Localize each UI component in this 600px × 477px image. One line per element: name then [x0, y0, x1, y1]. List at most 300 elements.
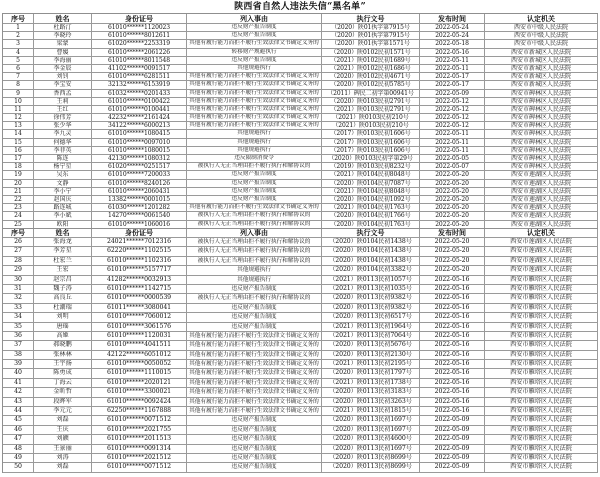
cell-org: 西安市雁塔区人民法院 [485, 323, 598, 332]
cell-reason: 被执行人无正当理由拒不履行执行和解协议的 [187, 163, 322, 171]
cell-doc: （2021）陕0104民初8048号 [322, 188, 420, 196]
cell-no: 2 [3, 32, 34, 40]
table-row [3, 285, 598, 294]
cell-doc: （2020）陕0113民初5676号 [322, 341, 420, 350]
cell-no: 23 [3, 204, 34, 212]
cell-org: 西安市雁塔区人民法院 [485, 313, 598, 322]
cell-name: 高良丘 [34, 294, 92, 303]
cell-doc: （2020）陕0113民初8699号 [322, 463, 420, 472]
cell-org: 西安市碑林区人民法院 [485, 155, 598, 163]
cell-doc: （2020）陕0113民初6517号 [322, 313, 420, 322]
table-row [3, 139, 598, 147]
table-row [3, 238, 598, 247]
cell-no: 45 [3, 416, 34, 425]
cell-reason: 其他有履行能力而拒不履行生效法律文书确定义务的 [187, 398, 322, 407]
table-header-row [3, 14, 598, 24]
cell-org: 西安市雁塔区人民法院 [485, 426, 598, 435]
cell-id: 24021******7012316 [92, 238, 187, 247]
cell-no: 3 [3, 40, 34, 48]
table-row [3, 332, 598, 341]
table-row [3, 445, 598, 454]
cell-date: 2022-05-12 [420, 114, 485, 122]
cell-id: 61010******1120031 [92, 332, 187, 341]
cell-id: 42122******6051012 [92, 351, 187, 360]
cell-doc: （2021）陕0103民初210号 [322, 122, 420, 130]
cell-id: 14270******0061540 [92, 212, 187, 220]
cell-id: 61010******0097010 [92, 139, 187, 147]
column-header-date: 发布时间 [420, 229, 485, 238]
cell-date: 2022-05-09 [420, 454, 485, 463]
cell-date: 2022-05-20 [420, 188, 485, 196]
cell-date: 2022-05-09 [420, 463, 485, 472]
cell-name: 王莉 [34, 98, 92, 106]
cell-name: 刘磊 [34, 463, 92, 472]
cell-doc: （2020）陕0102民初4671号 [322, 73, 420, 81]
cell-reason: 其他规避执行 [187, 65, 322, 73]
table-row [3, 454, 598, 463]
cell-reason: 违反财产报告制度 [187, 171, 322, 179]
table-row [3, 57, 598, 65]
cell-reason: 其他有履行能力而拒不履行生效法律文书确定义务的 [187, 360, 322, 369]
cell-org: 西安市莲湖区人民法院 [485, 247, 598, 256]
cell-no: 12 [3, 114, 34, 122]
cell-name: 曹媛 [34, 49, 92, 57]
cell-reason: 被执行人无正当理由拒不履行执行和解协议的 [187, 238, 322, 247]
cell-org: 西安市碑林区人民法院 [485, 122, 598, 130]
cell-no: 40 [3, 369, 34, 378]
cell-name: 何德华 [34, 139, 92, 147]
table-row [3, 341, 598, 350]
cell-name: 段晔军 [34, 398, 92, 407]
cell-doc: （2020）陕01执字第1571号 [322, 40, 420, 48]
cell-id: 62220******1102515 [92, 247, 187, 256]
cell-id: 61010******5157717 [92, 266, 187, 275]
cell-no: 9 [3, 90, 34, 98]
cell-doc: （2020）陕0104民初1438号 [322, 238, 420, 247]
cell-reason: 其他有履行能力而拒不履行生效法律文书确定义务的 [187, 369, 322, 378]
cell-id: 61010******4041511 [92, 341, 187, 350]
cell-id: 61010******0091314 [92, 445, 187, 454]
cell-reason: 其他有履行能力而拒不履行生效法律文书确定义务的 [187, 351, 322, 360]
cell-reason: 违反限制消费令 [187, 155, 322, 163]
cell-no: 7 [3, 73, 34, 81]
cell-date: 2022-05-16 [420, 49, 485, 57]
cell-doc: （2021）陕0113民初1815号 [322, 407, 420, 416]
cell-reason: 其他有履行能力而拒不履行生效法律文书确定义务的 [187, 407, 322, 416]
cell-org: 西安市中级人民法院 [485, 24, 598, 32]
cell-date: 2022-05-16 [420, 304, 485, 313]
table-row [3, 155, 598, 163]
cell-date: 2022-05-16 [420, 360, 485, 369]
cell-id: 61010******3300021 [92, 388, 187, 397]
column-header-id: 身份证号 [92, 229, 187, 238]
cell-date: 2022-05-12 [420, 122, 485, 130]
cell-org: 西安市碑林区人民法院 [485, 106, 598, 114]
cell-reason: 被执行人无正当理由拒不履行执行和解协议的 [187, 247, 322, 256]
cell-name: 王红 [34, 106, 92, 114]
cell-doc: （2020）陕0113民初1697号 [322, 445, 420, 454]
cell-date: 2022-05-20 [420, 212, 485, 220]
cell-no: 5 [3, 57, 34, 65]
table-row [3, 388, 598, 397]
table-row [3, 65, 598, 73]
cell-org: 西安市雁塔区人民法院 [485, 332, 598, 341]
cell-doc: （2020）陕01执字第7915号 [322, 24, 420, 32]
cell-reason: 转移财产规避执行 [187, 49, 322, 57]
cell-name: 梁蒙 [34, 40, 92, 48]
cell-doc: （2021）陕0113民初1738号 [322, 379, 420, 388]
cell-name: 路连城 [34, 204, 92, 212]
cell-id: 61020******0251517 [92, 163, 187, 171]
cell-name: 杨宁星 [34, 163, 92, 171]
cell-doc: （2011）碑民二初字第00941号 [322, 90, 420, 98]
cell-reason: 其他有履行能力而拒不履行生效法律文书确定义务的 [187, 388, 322, 397]
cell-reason: 其他有履行能力而拒不履行生效法律文书确定义务的 [187, 204, 322, 212]
cell-date: 2022-05-11 [420, 65, 485, 73]
cell-reason: 被执行人无正当理由拒不履行执行和解协议的 [187, 212, 322, 220]
cell-org: 西安市莲湖区人民法院 [485, 266, 598, 275]
cell-doc: （2020）陕0113民初3183号 [322, 388, 420, 397]
cell-no: 8 [3, 81, 34, 89]
cell-org: 西安市新城区人民法院 [485, 49, 598, 57]
cell-date: 2022-05-16 [420, 379, 485, 388]
cell-name: 王宇扬 [34, 360, 92, 369]
cell-name: 刘钊 [34, 73, 92, 81]
cell-doc: （2020）陕0113民初4600号 [322, 435, 420, 444]
cell-reason: 其他有履行能力而拒不履行生效法律文书确定义务的 [187, 40, 322, 48]
cell-doc: （2020）陕0113民初1697号 [322, 416, 420, 425]
cell-no: 31 [3, 285, 34, 294]
cell-date: 2022-05-09 [420, 416, 485, 425]
table-row [3, 90, 598, 98]
table-row [3, 304, 598, 313]
cell-reason: 违反财产报告制度 [187, 32, 322, 40]
cell-doc: （2017）陕0103民初1606号 [322, 139, 420, 147]
column-header-reason: 列入事由 [187, 14, 322, 24]
cell-name: 刘磊 [34, 416, 92, 425]
cell-no: 29 [3, 266, 34, 275]
cell-id: 61010******2021755 [92, 426, 187, 435]
cell-reason: 其他有履行能力而拒不履行生效法律文书确定义务的 [187, 90, 322, 98]
cell-id: 61010******0071512 [92, 416, 187, 425]
cell-org: 西安市莲湖区人民法院 [485, 188, 598, 196]
cell-no: 43 [3, 398, 34, 407]
cell-id: 61010******1110015 [92, 369, 187, 378]
cell-org: 西安市雁塔区人民法院 [485, 435, 598, 444]
cell-reason: 违反财产报告制度 [187, 180, 322, 188]
cell-no: 16 [3, 147, 34, 155]
cell-doc: （2021）陕0102民初1689号 [322, 57, 420, 65]
cell-date: 2022-05-16 [420, 313, 485, 322]
cell-reason: 违反财产报告制度 [187, 285, 322, 294]
cell-date: 2022-05-11 [420, 130, 485, 138]
table-row [3, 463, 598, 472]
cell-reason: 被执行人无正当理由拒不履行执行和解协议的 [187, 221, 322, 229]
cell-reason: 违反财产报告制度 [187, 313, 322, 322]
table-row [3, 266, 598, 275]
cell-reason: 其他规避执行 [187, 266, 322, 275]
cell-org: 西安市中级人民法院 [485, 40, 598, 48]
cell-name: 郝晓鹏 [34, 341, 92, 350]
cell-reason: 违反财产报告制度 [187, 57, 322, 65]
cell-org: 西安市碑林区人民法院 [485, 98, 598, 106]
cell-doc: （2020）陕0113民初2130号 [322, 351, 420, 360]
cell-doc: （2020）陕0113民初3263号 [322, 398, 420, 407]
cell-id: 61010******0050052 [92, 360, 187, 369]
cell-doc: （2020）陕0104民初3382号 [322, 266, 420, 275]
cell-org: 西安市莲湖区人民法院 [485, 204, 598, 212]
cell-doc: （2021）陕0103民初210号 [322, 114, 420, 122]
cell-no: 21 [3, 188, 34, 196]
cell-date: 2022-05-16 [420, 369, 485, 378]
cell-org: 西安市莲湖区人民法院 [485, 180, 598, 188]
cell-no: 27 [3, 247, 34, 256]
table-row [3, 204, 598, 212]
cell-org: 西安市中级人民法院 [485, 32, 598, 40]
cell-org: 西安市雁塔区人民法院 [485, 379, 598, 388]
cell-date: 2022-05-20 [420, 257, 485, 266]
table-row [3, 398, 598, 407]
cell-date: 2022-05-20 [420, 196, 485, 204]
cell-no: 33 [3, 304, 34, 313]
cell-doc: （2020）陕0104民初1766号 [322, 212, 420, 220]
cell-reason: 违反财产报告制度 [187, 445, 322, 454]
table-row [3, 416, 598, 425]
cell-id: 61010******1102316 [92, 257, 187, 266]
table-row [3, 40, 598, 48]
cell-name: 香西孟 [34, 90, 92, 98]
cell-date: 2022-05-17 [420, 73, 485, 81]
table-row [3, 163, 598, 171]
cell-org: 西安市雁塔区人民法院 [485, 416, 598, 425]
cell-id: 61010******2020121 [92, 379, 187, 388]
cell-id: 61010******8012611 [92, 32, 187, 40]
cell-name: 李金辰 [34, 65, 92, 73]
cell-reason: 违反财产报告制度 [187, 188, 322, 196]
cell-org: 西安市雁塔区人民法院 [485, 285, 598, 294]
column-header-id: 身份证号 [92, 14, 187, 24]
cell-date: 2022-05-16 [420, 341, 485, 350]
cell-name: 魏子涛 [34, 285, 92, 294]
cell-doc: （2020）陕0103民初字第29号 [322, 155, 420, 163]
cell-reason: 其他有履行能力而拒不履行生效法律文书确定义务的 [187, 98, 322, 106]
cell-id: 61010******7060012 [92, 313, 187, 322]
cell-id: 34122******6000213 [92, 122, 187, 130]
table-body-2 [3, 238, 598, 473]
cell-name: 李小宁 [34, 188, 92, 196]
cell-date: 2022-05-24 [420, 32, 485, 40]
cell-no: 13 [3, 122, 34, 130]
column-header-no: 序号 [3, 229, 34, 238]
cell-doc: （2017）陕0103民初1606号 [322, 130, 420, 138]
cell-name: 李元元 [34, 407, 92, 416]
cell-date: 2022-05-20 [420, 266, 485, 275]
cell-no: 17 [3, 155, 34, 163]
cell-no: 39 [3, 360, 34, 369]
cell-id: 61010******7200033 [92, 171, 187, 179]
cell-org: 西安市碑林区人民法院 [485, 147, 598, 155]
table-row [3, 276, 598, 285]
table-row [3, 73, 598, 81]
column-header-date: 发布时间 [420, 14, 485, 24]
cell-reason: 违反财产报告制度 [187, 24, 322, 32]
column-header-name: 姓名 [34, 229, 92, 238]
cell-date: 2022-05-18 [420, 40, 485, 48]
cell-date: 2022-05-20 [420, 180, 485, 188]
cell-name: 王庆 [34, 426, 92, 435]
cell-no: 19 [3, 171, 34, 179]
cell-no: 50 [3, 463, 34, 472]
cell-reason: 其他有履行能力而拒不履行生效法律文书确定义务的 [187, 341, 322, 350]
table-row [3, 122, 598, 130]
cell-no: 41 [3, 379, 34, 388]
cell-id: 41282******0032913 [92, 276, 187, 285]
cell-name: 杜路汀 [34, 24, 92, 32]
cell-name: 陈连 [34, 155, 92, 163]
cell-date: 2022-05-16 [420, 294, 485, 303]
cell-doc: （2020）陕0104民初1092号 [322, 196, 420, 204]
cell-no: 44 [3, 407, 34, 416]
cell-doc: （2020）陕01执字第7915号 [322, 32, 420, 40]
cell-date: 2022-05-09 [420, 435, 485, 444]
cell-name: 丁海云 [34, 379, 92, 388]
column-header-reason: 列入事由 [187, 229, 322, 238]
column-header-org: 认定机关 [485, 14, 598, 24]
cell-doc: （2021）陕0113民初1035号 [322, 285, 420, 294]
cell-date: 2022-05-16 [420, 351, 485, 360]
cell-doc: （2020）陕0113民初1697号 [322, 426, 420, 435]
cell-date: 2022-05-20 [420, 238, 485, 247]
cell-reason: 违反财产报告制度 [187, 454, 322, 463]
cell-name: 张林林 [34, 351, 92, 360]
cell-name: 唐瑶 [34, 323, 92, 332]
cell-org: 西安市莲湖区人民法院 [485, 257, 598, 266]
cell-org: 西安市雁塔区人民法院 [485, 294, 598, 303]
table-row [3, 323, 598, 332]
cell-name: 高姬 [34, 332, 92, 341]
cell-reason: 其他有履行能力而拒不履行生效法律文书确定义务的 [187, 332, 322, 341]
cell-id: 61010******1080415 [92, 130, 187, 138]
cell-no: 10 [3, 98, 34, 106]
cell-reason: 其他有履行能力而拒不履行生效法律文书确定义务的 [187, 379, 322, 388]
cell-date: 2022-05-09 [420, 445, 485, 454]
cell-doc: （2020）陕0102民初1571号 [322, 49, 420, 57]
cell-doc: （2021）陕0113民初1964号 [322, 323, 420, 332]
cell-reason: 其他有履行能力而拒不履行生效法律文书确定义务的 [187, 114, 322, 122]
table-row [3, 360, 598, 369]
cell-date: 2022-05-16 [420, 285, 485, 294]
cell-date: 2022-05-20 [420, 171, 485, 179]
cell-name: 李小斌 [34, 212, 92, 220]
cell-date: 2022-05-12 [420, 106, 485, 114]
cell-id: 42232******2161424 [92, 114, 187, 122]
cell-date: 2022-05-16 [420, 398, 485, 407]
cell-name: 赵国庆 [34, 196, 92, 204]
table-row [3, 180, 598, 188]
cell-id: 41102******0091517 [92, 65, 187, 73]
cell-name: 王宏 [34, 266, 92, 275]
table-row [3, 81, 598, 89]
cell-no: 18 [3, 163, 34, 171]
table-row [3, 171, 598, 179]
cell-no: 24 [3, 212, 34, 220]
cell-org: 西安市雁塔区人民法院 [485, 398, 598, 407]
table-header-row [3, 229, 598, 238]
cell-doc: （2020）陕0104民初1438号 [322, 247, 420, 256]
cell-doc: （2020）陕0113民初9382号 [322, 294, 420, 303]
cell-id: 61010******0071512 [92, 463, 187, 472]
cell-id: 61010******1080015 [92, 147, 187, 155]
cell-reason: 被执行人无正当理由拒不履行执行和解协议的 [187, 257, 322, 266]
table-row [3, 369, 598, 378]
cell-id: 61010******1142715 [92, 285, 187, 294]
cell-org: 西安市雁塔区人民法院 [485, 341, 598, 350]
cell-doc: （2021）陕0104民初1763号 [322, 204, 420, 212]
cell-name: 李海丽 [34, 57, 92, 65]
cell-org: 西安市雁塔区人民法院 [485, 445, 598, 454]
cell-doc: （2021）陕0113民初1057号 [322, 276, 420, 285]
cell-doc: （2021）陕0102民初1686号 [322, 65, 420, 73]
cell-no: 22 [3, 196, 34, 204]
cell-no: 49 [3, 454, 34, 463]
cell-no: 14 [3, 130, 34, 138]
cell-id: 61010******2021512 [92, 454, 187, 463]
cell-date: 2022-05-16 [420, 407, 485, 416]
cell-id: 61010******6281511 [92, 73, 187, 81]
cell-reason: 违反财产报告制度 [187, 416, 322, 425]
cell-reason: 其他有履行能力而拒不履行生效法律文书确定义务的 [187, 81, 322, 89]
cell-id: 61010******2061226 [92, 49, 187, 57]
cell-date: 2022-05-16 [420, 323, 485, 332]
cell-no: 32 [3, 294, 34, 303]
cell-name: 王景丽 [34, 445, 92, 454]
table-row [3, 435, 598, 444]
cell-org: 西安市碑林区人民法院 [485, 114, 598, 122]
cell-date: 2022-05-11 [420, 57, 485, 65]
cell-org: 西安市雁塔区人民法院 [485, 388, 598, 397]
cell-name: 赵宗昌 [34, 276, 92, 285]
cell-reason: 违反财产报告制度 [187, 463, 322, 472]
cell-no: 47 [3, 435, 34, 444]
table-row [3, 257, 598, 266]
cell-org: 西安市新城区人民法院 [485, 57, 598, 65]
cell-name: 刘明 [34, 313, 92, 322]
cell-name: 张少华 [34, 122, 92, 130]
cell-doc: （2020）陕0102民初5785号 [322, 81, 420, 89]
table-body-1 [3, 24, 598, 229]
cell-name: 徐伟芳 [34, 114, 92, 122]
cell-no: 28 [3, 257, 34, 266]
cell-no: 37 [3, 341, 34, 350]
cell-id: 61030******1201282 [92, 204, 187, 212]
cell-org: 西安市碑林区人民法院 [485, 90, 598, 98]
cell-no: 15 [3, 139, 34, 147]
cell-no: 20 [3, 180, 34, 188]
cell-date: 2022-05-09 [420, 90, 485, 98]
cell-date: 2022-05-20 [420, 247, 485, 256]
table-row [3, 426, 598, 435]
table-row [3, 196, 598, 204]
cell-no: 34 [3, 313, 34, 322]
column-header-doc: 执行文号 [322, 14, 420, 24]
cell-id: 61010******2060431 [92, 188, 187, 196]
column-header-no: 序号 [3, 14, 34, 24]
cell-reason: 其他规避执行 [187, 276, 322, 285]
table-row [3, 49, 598, 57]
cell-id: 61010******2011513 [92, 435, 187, 444]
cell-date: 2022-05-20 [420, 221, 485, 229]
cell-name: 杜宏兰 [34, 257, 92, 266]
